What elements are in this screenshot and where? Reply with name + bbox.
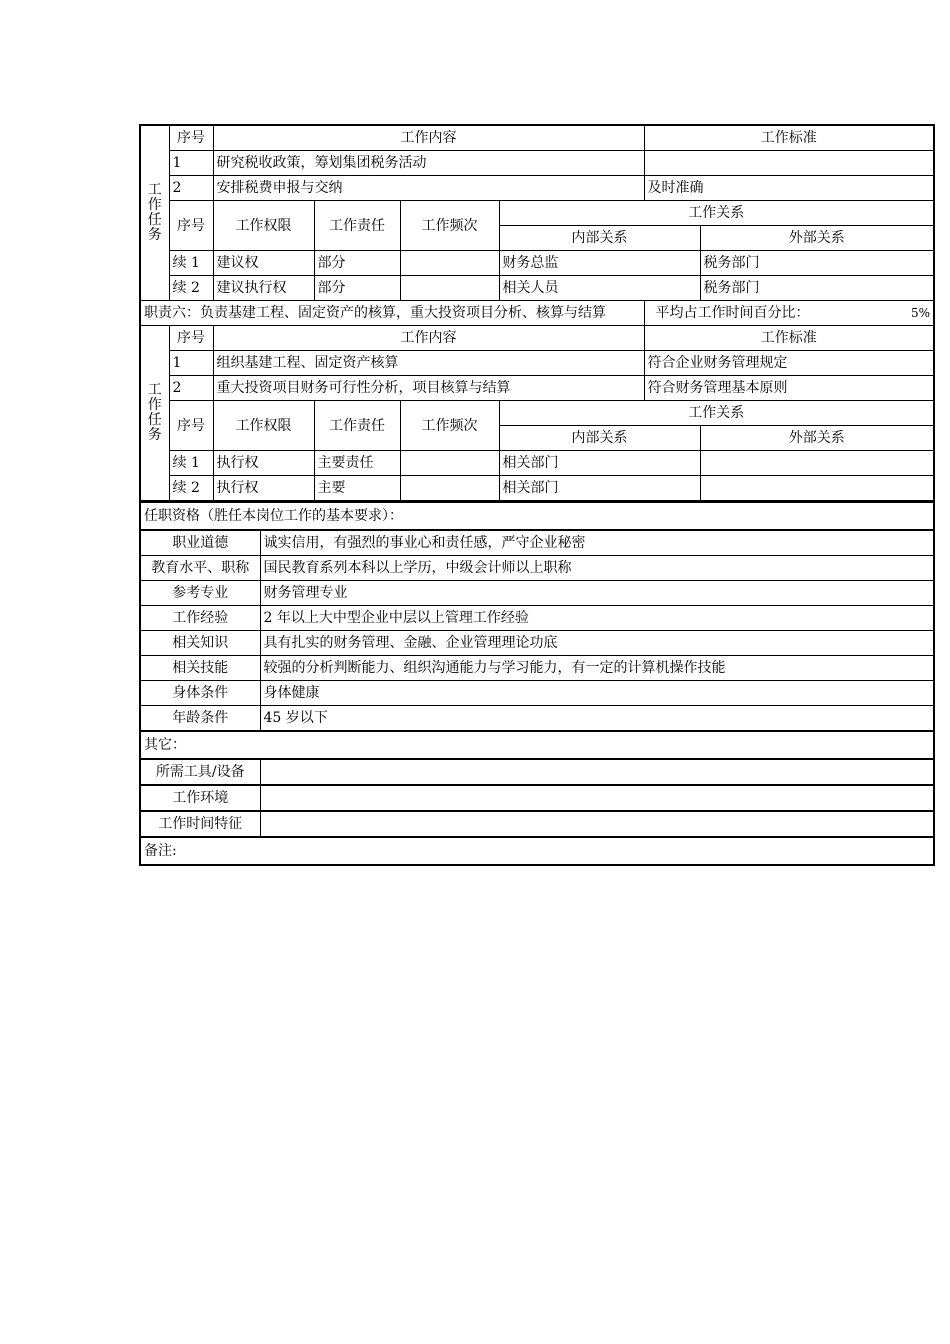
rel-seq-header: 序号 [169,201,213,251]
block1-rel-row [140,251,934,276]
block1-item-row [140,176,934,201]
qualification-title-row [140,503,934,531]
rel-authority: 执行权 [213,451,314,476]
item-content: 安排税费申报与交纳 [213,176,644,201]
item-seq: 1 [169,151,213,176]
qualification-row [140,681,934,706]
block2-rel-row [140,451,934,476]
item-content: 重大投资项目财务可行性分析，项目核算与结算 [213,376,644,401]
qualification-label: 教育水平、职称 [140,556,260,581]
rel-external [700,451,934,476]
qualification-value: 诚实信用，有强烈的事业心和责任感，严守企业秘密 [260,530,934,556]
frequency-header: 工作频次 [400,401,499,451]
qualification-row [140,656,934,681]
item-seq: 1 [169,351,213,376]
rel-authority: 建议执行权 [213,276,314,301]
qualification-label: 年龄条件 [140,706,260,732]
qualification-label: 工作经验 [140,606,260,631]
qualification-row [140,706,934,732]
qualification-label: 身体条件 [140,681,260,706]
qualification-row [140,581,934,606]
duty6-time-label: 平均占工作时间百分比： [655,305,810,321]
block1-item-row [140,151,934,176]
other-label: 工作环境 [140,785,260,811]
rel-internal: 财务总监 [499,251,700,276]
block1-header-row [140,125,934,151]
rel-responsibility: 主要责任 [314,451,400,476]
block1-rel-header-row [140,201,934,226]
qualification-value: 具有扎实的财务管理、金融、企业管理理论功底 [260,631,934,656]
qualification-label: 相关知识 [140,631,260,656]
qualification-value: 身体健康 [260,681,934,706]
authority-header: 工作权限 [213,401,314,451]
qualification-value: 45 岁以下 [260,706,934,732]
other-row [140,785,934,811]
relations-header: 工作关系 [499,201,934,226]
other-label: 工作时间特征 [140,811,260,837]
content-header: 工作内容 [213,125,644,151]
other-label: 所需工具/设备 [140,759,260,785]
job-task-table [139,124,935,502]
qualification-label: 相关技能 [140,656,260,681]
internal-header: 内部关系 [499,426,700,451]
qualification-row [140,631,934,656]
rel-authority: 建议权 [213,251,314,276]
content-header: 工作内容 [213,326,644,351]
rel-responsibility: 部分 [314,276,400,301]
standard-header: 工作标准 [644,125,934,151]
qualification-title: 任职资格（胜任本岗位工作的基本要求）： [140,503,934,531]
qualification-value: 财务管理专业 [260,581,934,606]
qualification-value: 较强的分析判断能力、组织沟通能力与学习能力，有一定的计算机操作技能 [260,656,934,681]
qualification-row [140,530,934,556]
rel-authority: 执行权 [213,476,314,502]
rel-frequency [400,451,499,476]
other-row [140,811,934,837]
other-title-row [140,731,934,759]
item-standard [644,151,934,176]
external-header: 外部关系 [700,426,934,451]
rel-seq: 续 1 [169,451,213,476]
qualification-row [140,556,934,581]
responsibility-header: 工作责任 [314,201,400,251]
rel-internal: 相关部门 [499,451,700,476]
duty6-time-value: 5% [910,306,930,320]
qualification-value: 国民教育系列本科以上学历，中级会计师以上职称 [260,556,934,581]
other-value [260,785,934,811]
rel-internal: 相关人员 [499,276,700,301]
duty6-row [140,301,934,326]
other-title: 其它： [140,731,934,759]
rel-frequency [400,251,499,276]
block2-rel-row [140,476,934,502]
qualification-label: 职业道德 [140,530,260,556]
seq-header: 序号 [169,125,213,151]
relations-header: 工作关系 [499,401,934,426]
other-row [140,759,934,785]
rel-responsibility: 部分 [314,251,400,276]
task-label-2: 工 作 任 务 [140,326,169,502]
block2-header-row [140,326,934,351]
qualification-row [140,606,934,631]
job-description-sheet [139,124,933,866]
duty6-title: 职责六：负责基建工程、固定资产的核算，重大投资项目分析、核算与结算 [140,301,644,326]
item-standard: 符合企业财务管理规定 [644,351,934,376]
external-header: 外部关系 [700,226,934,251]
rel-seq: 续 2 [169,476,213,502]
authority-header: 工作权限 [213,201,314,251]
standard-header: 工作标准 [644,326,934,351]
rel-seq-header: 序号 [169,401,213,451]
rel-seq: 续 2 [169,276,213,301]
other-value [260,811,934,837]
block2-item-row [140,351,934,376]
rel-external: 税务部门 [700,251,934,276]
task-label-1: 工 作 任 务 [140,125,169,301]
qualification-value: 2 年以上大中型企业中层以上管理工作经验 [260,606,934,631]
remark: 备注: [140,837,934,865]
block2-rel-header-row [140,401,934,426]
qualification-table [139,502,935,866]
item-seq: 2 [169,376,213,401]
block1-rel-row [140,276,934,301]
rel-responsibility: 主要 [314,476,400,502]
item-content: 研究税收政策，筹划集团税务活动 [213,151,644,176]
remark-row [140,837,934,865]
block2-item-row [140,376,934,401]
rel-seq: 续 1 [169,251,213,276]
other-value [260,759,934,785]
rel-frequency [400,276,499,301]
frequency-header: 工作频次 [400,201,499,251]
duty6-time [644,301,934,326]
rel-frequency [400,476,499,502]
rel-external [700,476,934,502]
internal-header: 内部关系 [499,226,700,251]
item-standard: 符合财务管理基本原则 [644,376,934,401]
item-content: 组织基建工程、固定资产核算 [213,351,644,376]
qualification-label: 参考专业 [140,581,260,606]
rel-internal: 相关部门 [499,476,700,502]
rel-external: 税务部门 [700,276,934,301]
seq-header: 序号 [169,326,213,351]
item-standard: 及时准确 [644,176,934,201]
responsibility-header: 工作责任 [314,401,400,451]
item-seq: 2 [169,176,213,201]
